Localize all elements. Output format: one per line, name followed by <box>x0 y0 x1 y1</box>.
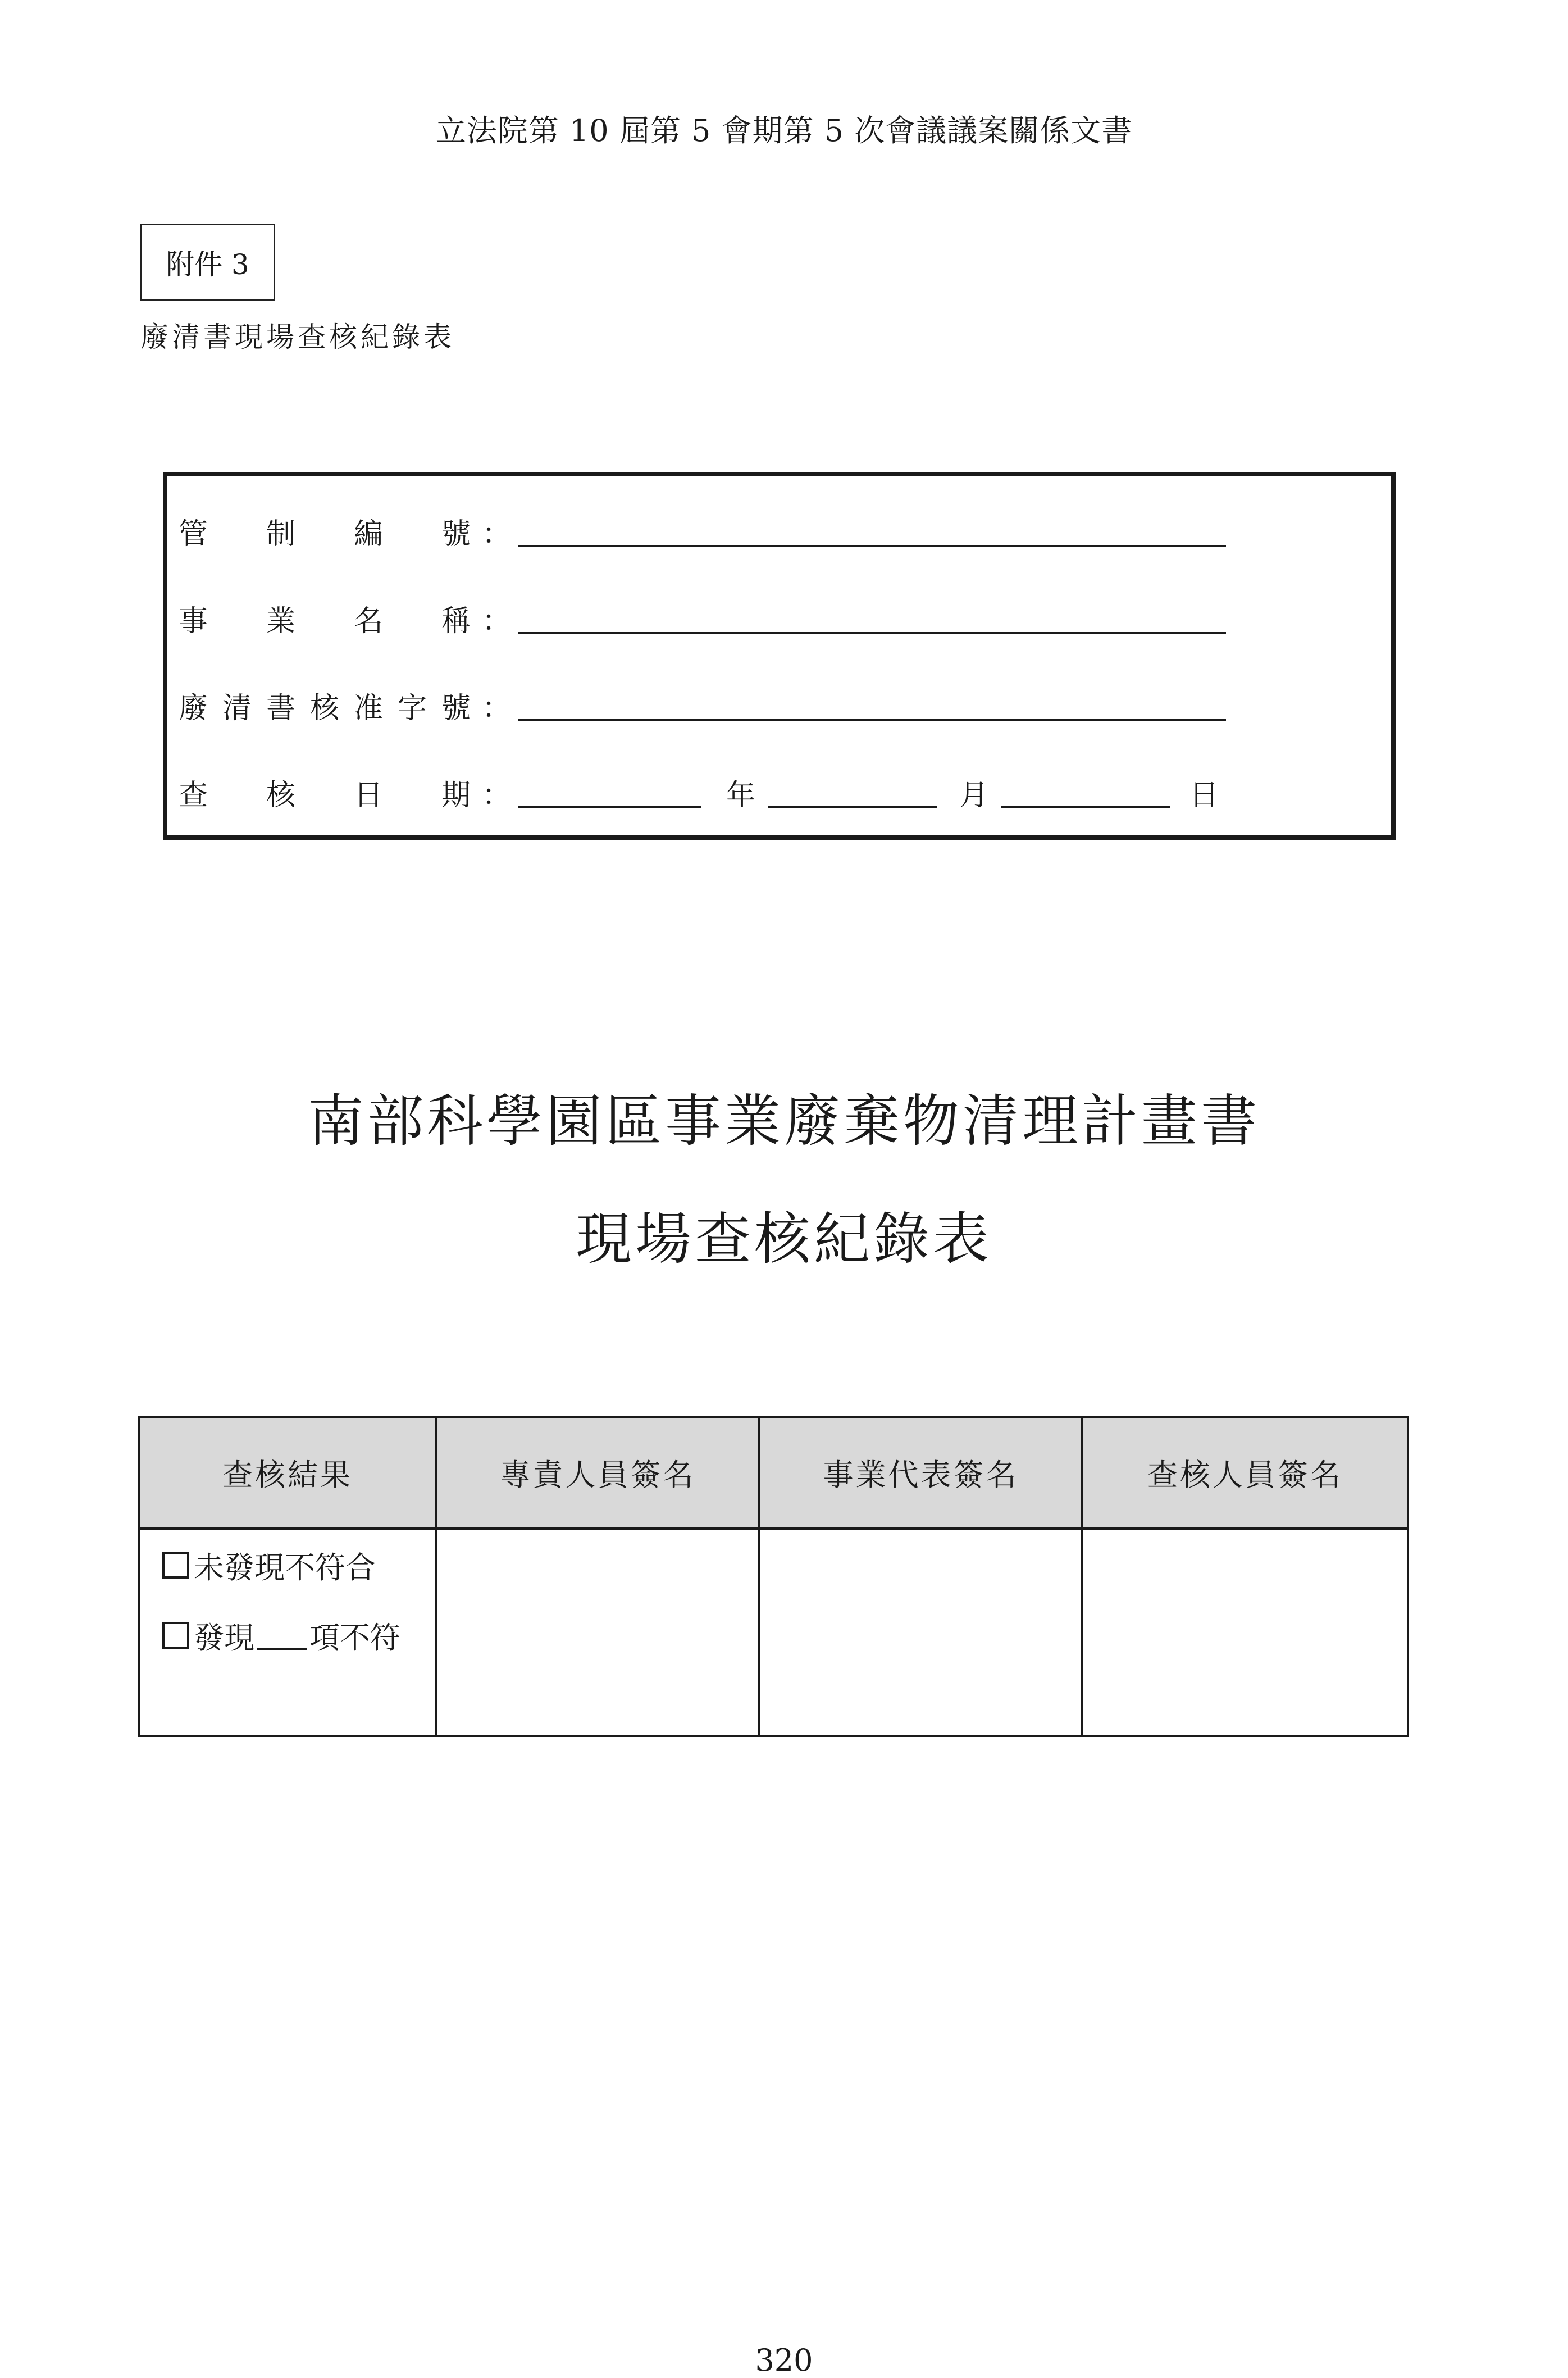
business-name-label <box>179 597 504 639</box>
label-char: 准 <box>353 692 383 725</box>
business-representative-signature-cell[interactable] <box>759 1529 1082 1736</box>
label-char: 編 <box>353 517 383 551</box>
label-char: 事 <box>179 604 208 638</box>
label-char: 字 <box>397 692 427 725</box>
inspection-date-row <box>179 771 1358 816</box>
business-name-field[interactable] <box>518 632 1226 634</box>
no-issue-option <box>162 1545 435 1585</box>
control-number-colon: ： <box>482 517 512 551</box>
found-issue-prefix: 發現 <box>194 1620 254 1656</box>
approval-number-label <box>179 684 504 726</box>
label-char: 號 <box>441 692 471 725</box>
label-text <box>179 510 471 552</box>
control-number-label <box>179 510 504 552</box>
month-unit: 月 <box>959 779 989 812</box>
label-char: 管 <box>179 517 208 551</box>
document-header: 立法院第 10 屆第 5 會期第 5 次會議議案關係文書 <box>435 113 1133 148</box>
label-text <box>179 684 471 726</box>
label-char: 查 <box>179 779 208 812</box>
label-char: 期 <box>441 779 471 812</box>
label-text <box>179 771 471 813</box>
year-unit: 年 <box>726 779 756 812</box>
inspector-signature-cell[interactable] <box>1082 1529 1408 1736</box>
header-business-representative-signature: 事業代表簽名 <box>759 1417 1082 1529</box>
label-char: 清 <box>222 692 252 725</box>
attachment-label: 附件 3 <box>166 248 249 281</box>
no-issue-checkbox[interactable] <box>162 1552 189 1579</box>
label-text <box>179 597 471 639</box>
label-char: 廢 <box>179 692 208 725</box>
label-char: 制 <box>266 517 295 551</box>
signature-table <box>138 1416 1409 1737</box>
page-number: 320 <box>755 2343 813 2378</box>
table-row <box>139 1529 1408 1736</box>
approval-number-colon: ： <box>482 692 512 725</box>
inspection-date-label <box>179 771 504 813</box>
control-number-field[interactable] <box>518 545 1226 547</box>
month-field[interactable] <box>768 806 937 808</box>
main-title: 南部科學園區事業廢棄物清理計畫書 <box>308 1088 1260 1154</box>
found-issue-suffix: 項不符 <box>309 1620 400 1656</box>
label-char: 業 <box>266 604 295 638</box>
attachment-title: 廢清書現場查核紀錄表 <box>140 321 455 353</box>
found-issue-checkbox[interactable] <box>162 1622 189 1649</box>
label-char: 核 <box>266 779 295 812</box>
sub-title: 現場查核紀錄表 <box>576 1206 992 1272</box>
header-inspector-signature: 查核人員簽名 <box>1082 1417 1408 1529</box>
label-char: 核 <box>309 692 339 725</box>
no-issue-label: 未發現不符合 <box>194 1549 376 1585</box>
header-inspection-result: 查核結果 <box>139 1417 436 1529</box>
business-name-colon: ： <box>482 604 512 638</box>
year-field[interactable] <box>518 806 701 808</box>
label-char: 號 <box>441 517 471 551</box>
inspection-result-cell <box>139 1529 436 1736</box>
info-form-box <box>163 472 1396 840</box>
header-responsible-staff-signature: 專責人員簽名 <box>436 1417 759 1529</box>
table-header-row <box>139 1417 1408 1529</box>
attachment-label-box <box>140 224 275 301</box>
label-char: 稱 <box>441 604 471 638</box>
responsible-staff-signature-cell[interactable] <box>436 1529 759 1736</box>
found-issue-count-field[interactable] <box>257 1620 307 1650</box>
approval-number-field[interactable] <box>518 719 1226 721</box>
day-field[interactable] <box>1001 806 1170 808</box>
day-unit: 日 <box>1189 779 1219 812</box>
found-issue-option <box>162 1616 435 1655</box>
label-char: 名 <box>353 604 383 638</box>
inspection-date-colon: ： <box>482 779 512 812</box>
label-char: 書 <box>266 692 295 725</box>
label-char: 日 <box>353 779 383 812</box>
